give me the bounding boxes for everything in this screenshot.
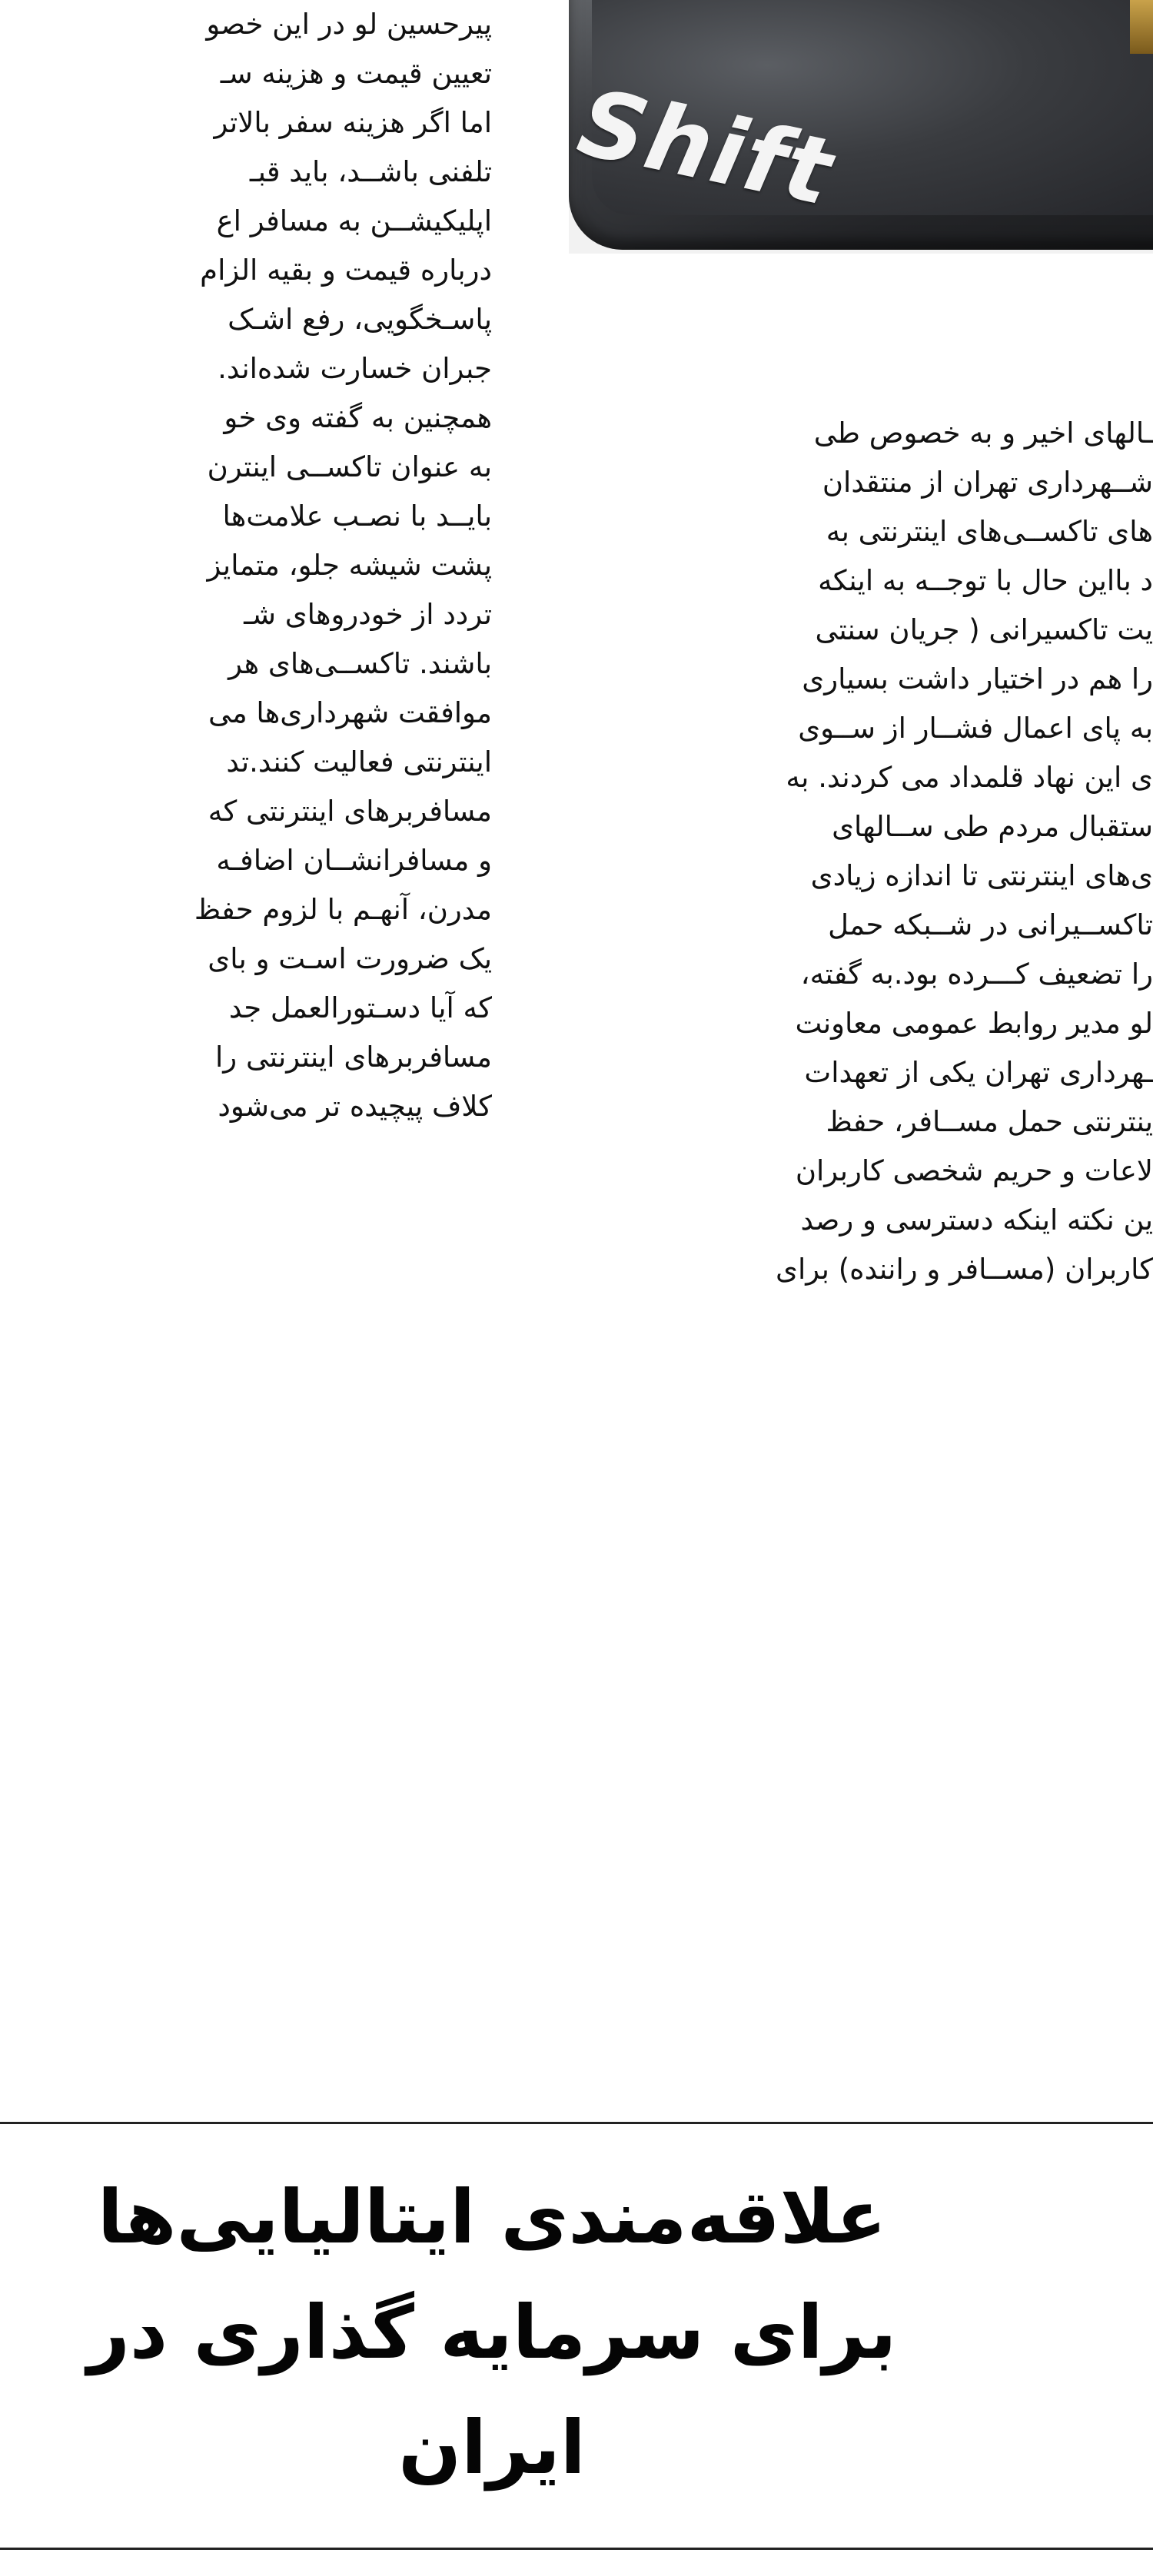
text-line: تردد از خودروهای شـ <box>244 598 492 631</box>
text-line: مسافربرهای اینترنتی که <box>208 795 492 828</box>
text-line: پیرحسین لو در این خصو <box>206 8 492 41</box>
text-line: ستقبال مردم طی ســالهای <box>832 810 1153 843</box>
next-article-headline <box>0 2159 1153 2491</box>
text-line: که آیا دسـتورالعمل جد <box>228 991 492 1024</box>
text-line: ی‌های اینترنتی تا اندازه زیادی <box>810 859 1153 892</box>
text-line: لو مدیر روابط عمومی معاونت <box>795 1007 1153 1040</box>
article-column-right <box>569 409 1153 1984</box>
text-line: اما اگر هزینه سفر بالاتر <box>214 106 492 139</box>
text-line: ـهرداری تهران یکی از تعهدات <box>804 1056 1153 1089</box>
text-line: لاعات و حریم شخصی کاربران <box>795 1154 1153 1187</box>
text-line: پاسـخگویی، رفع اشـک <box>228 303 492 336</box>
adjacent-key-edge <box>1130 0 1153 54</box>
text-line: مدرن، آنهـم با لزوم حفظ <box>194 893 492 926</box>
article-column-left <box>0 0 492 1983</box>
text-line: جبران خسارت شده‌اند. <box>218 352 492 385</box>
text-line: شــهرداری تهران از منتقدان <box>822 466 1153 499</box>
text-line: پشت شیشه جلو، متمایز <box>207 549 492 582</box>
text-line: را هم در اختیار داشت بسیاری <box>802 662 1153 695</box>
shift-key-label: Shift <box>570 69 842 227</box>
text-line: کاربران (مســافر و راننده) برای <box>776 1253 1153 1286</box>
text-line: ین نکته اینکه دسترسی و رصد <box>800 1203 1153 1237</box>
headline-line-2: برای سرمایه گذاری در ایران <box>87 2289 897 2491</box>
text-line: ی این نهاد قلمداد می کردند. به <box>786 761 1153 794</box>
text-line: همچنین به گفته وی خو <box>224 401 492 434</box>
text-line: د بااین حال با توجــه به اینکه <box>818 564 1153 597</box>
text-line: تاکســیرانی در شــبکه حمل <box>828 908 1153 941</box>
text-line: درباره قیمت و بقیه الزام <box>200 254 492 287</box>
text-line: تعیین قیمت و هزینه سـ <box>220 57 492 90</box>
text-line: اپلیکیشــن به مسافر اع <box>216 204 492 237</box>
keyboard-shift-key-photo <box>569 0 1153 254</box>
headline-line-1: علاقه‌مندی ایتالیایی‌ها <box>97 2174 887 2260</box>
text-line: یک ضرورت اسـت و بای <box>208 942 492 975</box>
section-divider-bottom <box>0 2548 1153 2550</box>
text-line: اینترنتی فعالیت کنند.تد <box>226 745 492 778</box>
text-line: ینترنتی حمل مســافر، حفظ <box>826 1105 1153 1138</box>
text-line: ـالهای اخیر و به خصوص طی <box>813 417 1153 450</box>
text-line: مسافربرهای اینترنتی را <box>215 1041 492 1074</box>
text-line: به پای اعمال فشــار از ســوی <box>798 712 1153 745</box>
text-line: باشند. تاکســی‌های هر <box>228 647 492 680</box>
text-line: بایــد با نصـب علامت‌ها <box>222 500 492 533</box>
text-line: یت تاکسیرانی ( جریان سنتی <box>815 613 1153 646</box>
text-line: را تضعیف کـــرده بود.به گفته، <box>800 958 1153 991</box>
text-line: کلاف پیچیده تر می‌شود <box>218 1090 492 1123</box>
text-line: تلفنی باشــد، باید قبـ <box>249 155 492 188</box>
text-line: و مسافرانشــان اضافـه <box>216 844 492 877</box>
section-divider-top <box>0 2122 1153 2124</box>
text-line: موافقت شهرداری‌ها می <box>208 696 492 729</box>
text-line: های تاکســی‌های اینترنتی به <box>826 515 1153 548</box>
text-line: به عنوان تاکســی اینترن <box>207 450 492 483</box>
